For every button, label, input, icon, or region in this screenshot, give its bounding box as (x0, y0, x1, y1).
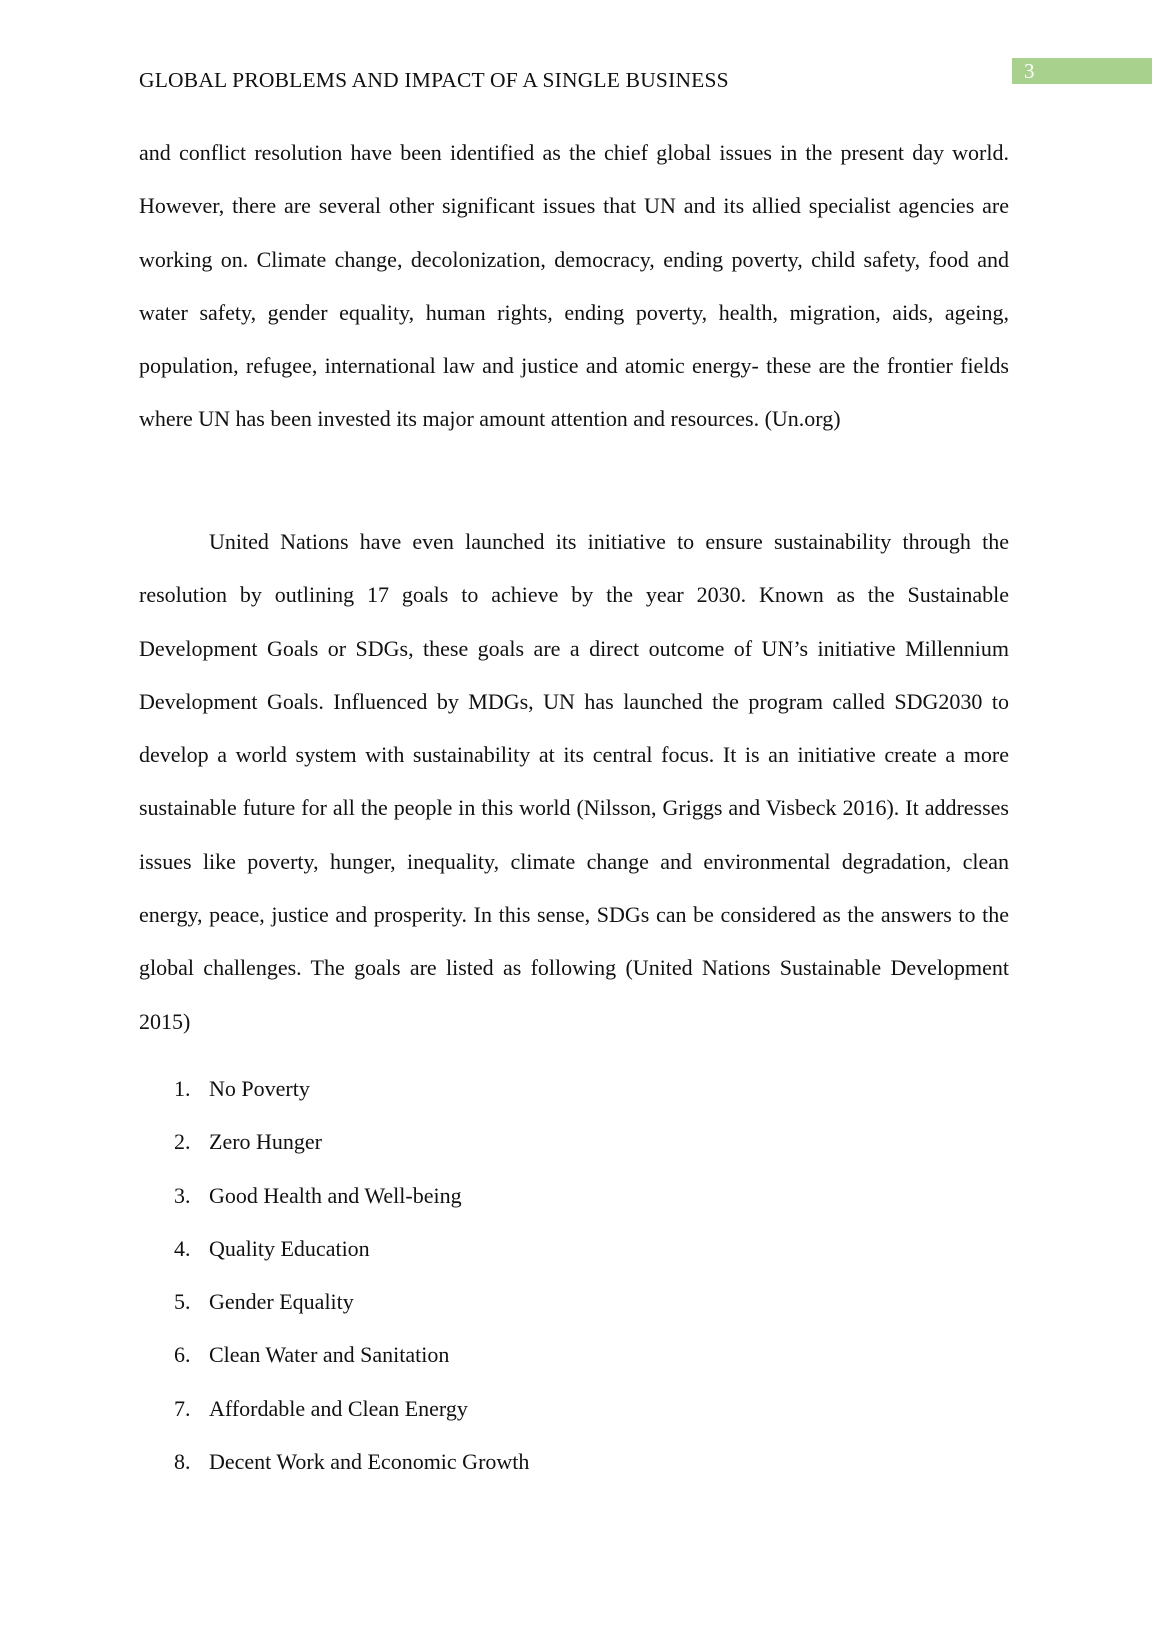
list-item-text: Decent Work and Economic Growth (209, 1449, 530, 1475)
paragraph-text: United Nations have even launched its initiative to ensure sustainability through the resolution by outlining 17 goals to achieve by the year 2030. Known as the Sustainable Development Goals or SDGs, these goals are a direct outcome of UN’s initiative Millennium Development Goals. Influenced by MDGs, UN has launched the program called SDG2030 to develop a world system with sustainability at its central focus. It is an initiative create a more sustainable future for all the people in this world (Nilsson, Griggs and Visbeck 2016). It addresses issues like poverty, hunger, inequality, climate change and environmental degradation, clean energy, peace, justice and prosperity. In this sense, SDGs can be considered as the answers to the global challenges. The goals are listed as following (United Nations Sustainable Development 2015) (139, 529, 1009, 1034)
list-item-number: 8. (174, 1449, 191, 1475)
list-item (139, 1275, 529, 1328)
list-item-number: 2. (174, 1129, 191, 1155)
list-item-text: No Poverty (209, 1076, 310, 1101)
list-item (139, 1435, 529, 1488)
list-item (139, 1169, 529, 1222)
list-item (139, 1328, 529, 1381)
body-paragraph-2 (139, 515, 1009, 1048)
list-item-number: 5. (174, 1289, 191, 1315)
list-item (139, 1115, 529, 1168)
list-item-text: Affordable and Clean Energy (209, 1395, 468, 1421)
list-item-text: Clean Water and Sanitation (209, 1342, 450, 1368)
list-item-text: Gender Equality (209, 1289, 354, 1315)
body-paragraph-1 (139, 126, 1009, 446)
list-item-number: 6. (174, 1342, 191, 1368)
list-item (139, 1062, 529, 1115)
list-item (139, 1222, 529, 1275)
list-item-number: 1. (174, 1076, 191, 1101)
list-item-number: 3. (174, 1182, 191, 1208)
list-item (139, 1382, 529, 1435)
list-item-text: Good Health and Well-being (209, 1182, 462, 1208)
list-item-text: Quality Education (209, 1235, 370, 1261)
list-item-number: 4. (174, 1235, 191, 1261)
running-head: GLOBAL PROBLEMS AND IMPACT OF A SINGLE BUSINESS (139, 68, 729, 92)
paragraph-text: and conflict resolution have been identified as the chief global issues in the present day world. However, there are several other significant issues that UN and its allied specialist agencies are working on. Climate change, decolonization, democracy, ending poverty, child safety, food and water safety, gender equality, human rights, ending poverty, health, migration, aids, ageing, population, refugee, international law and justice and atomic energy- these are the frontier fields where UN has been invested its major amount attention and resources. (Un.org) (139, 140, 1009, 432)
list-item-text: Zero Hunger (209, 1129, 323, 1155)
sdg-goal-list (139, 1062, 529, 1488)
page-number: 3 (1012, 58, 1152, 84)
list-item-number: 7. (174, 1395, 191, 1421)
